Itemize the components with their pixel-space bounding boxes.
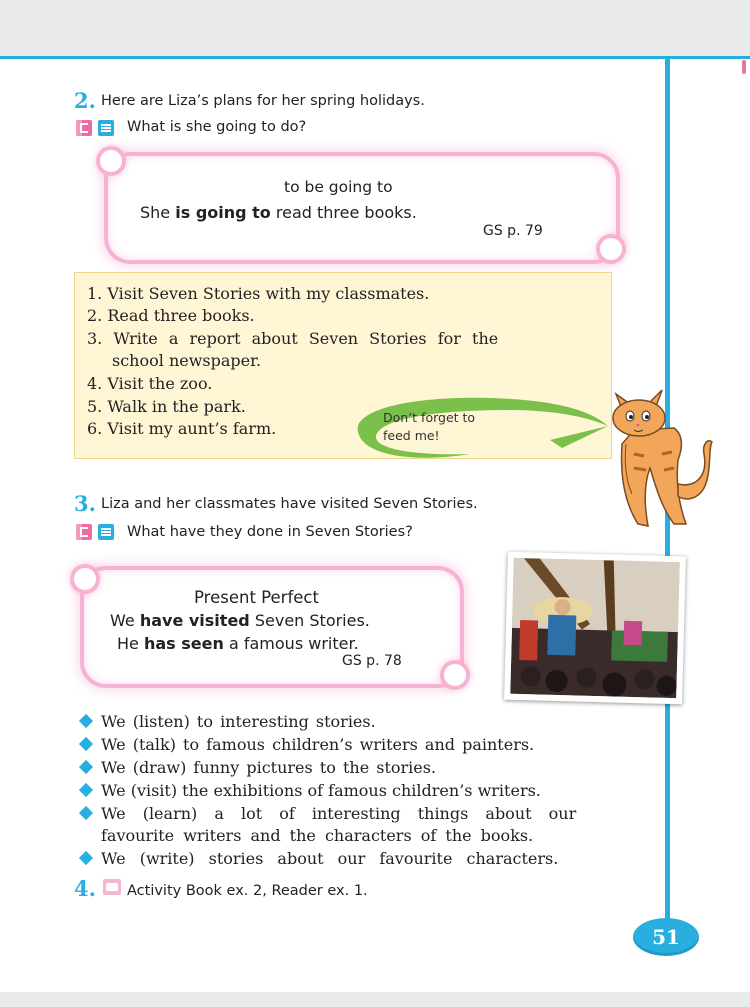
scroll-curl-icon [70,564,100,594]
bullet-icon [79,737,93,751]
reading-icon [98,524,114,540]
page-bottom-band [0,992,750,1007]
plan-item: 5. Walk in the park. [87,397,246,416]
plan-item: 1. Visit Seven Stories with my classmates. [87,284,430,303]
scroll-curl-icon [96,146,126,176]
plan-item: 6. Visit my aunt’s farm. [87,419,277,438]
bullet-icon [79,783,93,797]
bullet-item: We (draw) funny pictures to the stories. [101,758,437,777]
grammar-title: to be going to [284,178,393,196]
speaking-icon [76,524,92,540]
grammar-example: We have visited Seven Stories. [110,611,370,630]
page-number: 51 [652,925,680,949]
cat-illustration [604,384,714,534]
grammar-reference: GS p. 78 [342,653,402,669]
exercise-3-number: 3. [74,491,96,516]
scroll-curl-icon [596,234,626,264]
plan-item: 4. Visit the zoo. [87,374,213,393]
bullet-item: We (listen) to interesting stories. [101,712,376,731]
page-number-badge [633,918,699,956]
storytelling-photo [504,552,686,705]
bullet-item: We (visit) the exhibitions of famous children’s writers. [101,781,541,800]
scroll-curl-icon [440,660,470,690]
exercise-3-question: What have they done in Seven Stories? [127,524,413,540]
plan-item: 2. Read three books. [87,306,255,325]
grammar-example: She is going to read three books. [140,203,417,222]
page-top-band [0,0,750,59]
bubble-text: Don’t forget to feed me! [383,410,476,443]
bullet-item: We (learn) a lot of interesting things about our [101,804,577,823]
bullet-item-continued: favourite writers and the characters of the books. [101,826,534,845]
speak-read-icons [76,524,116,540]
exercise-4-text: Activity Book ex. 2, Reader ex. 1. [127,883,368,899]
speaking-icon [76,120,92,136]
bullet-item: We (write) stories about our favourite characters. [101,849,559,868]
exercise-4-number: 4. [74,876,96,901]
exercise-2-question: What is she going to do? [127,119,307,135]
bullet-icon [79,851,93,865]
exercise-3-instruction: Liza and her classmates have visited Seven Stories. [101,496,478,512]
plan-item-continued: school newspaper. [112,351,262,370]
reading-icon [98,120,114,136]
grammar-reference: GS p. 79 [483,223,543,239]
bullet-icon [79,714,93,728]
exercise-2-number: 2. [74,88,96,113]
bullet-icon [79,806,93,820]
grammar-example: He has seen a famous writer. [117,634,359,653]
plan-item: 3. Write a report about Seven Stories for the [87,329,499,348]
activity-book-icon [103,879,121,895]
bullet-icon [79,760,93,774]
grammar-title: Present Perfect [194,588,319,607]
exercise-2-instruction: Here are Liza’s plans for her spring holidays. [101,93,425,109]
bullet-item: We (talk) to famous children’s writers and painters. [101,735,535,754]
page-edge-mark [742,60,746,74]
speak-read-icons [76,120,116,136]
